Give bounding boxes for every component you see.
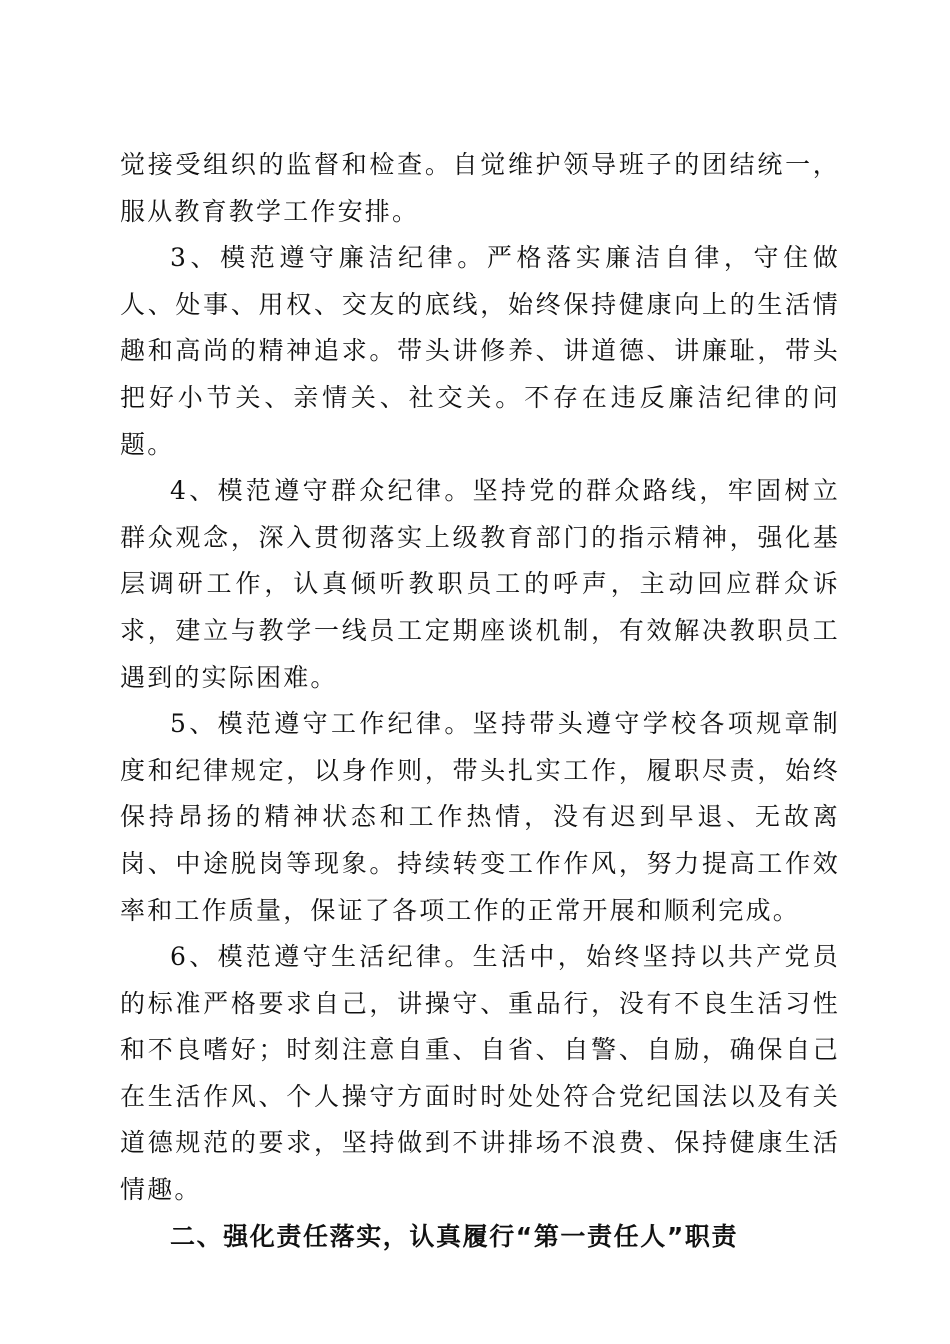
paragraph-item-3-integrity-discipline: 3、模范遵守廉洁纪律。严格落实廉洁自律，守住做人、处事、用权、交友的底线，始终保持健康向上的生活情趣和高尚的精神追求。带头讲修养、讲道德、讲廉耻，带头把好小节关、亲情关、社交关。不存在违反廉洁纪律的问题。: [120, 243, 840, 459]
paragraph-continuation: 觉接受组织的监督和检查。自觉维护领导班子的团结统一，服从教育教学工作安排。: [120, 150, 840, 226]
section-heading: 二、强化责任落实，认真履行“第一责任人”职责: [170, 1221, 739, 1251]
paragraph-item-6-life-discipline: 6、模范遵守生活纪律。生活中，始终坚持以共产党员的标准严格要求自己，讲操守、重品行，没有不良生活习性和不良嗜好；时刻注意自重、自省、自警、自励，确保自己在生活作风、个人操守方面时时处处符合党纪国法以及有关道德规范的要求，坚持做到不讲排场不浪费、保持健康生活情趣。: [120, 942, 840, 1205]
paragraph-item-5-work-discipline: 5、模范遵守工作纪律。坚持带头遵守学校各项规章制度和纪律规定，以身作则，带头扎实工作，履职尽责，始终保持昂扬的精神状态和工作热情，没有迟到早退、无故离岗、中途脱岗等现象。持续转变工作作风，努力提高工作效率和工作质量，保证了各项工作的正常开展和顺利完成。: [120, 709, 840, 925]
document-page: [120, 142, 840, 1260]
paragraph-item-4-mass-discipline: 4、模范遵守群众纪律。坚持党的群众路线，牢固树立群众观念，深入贯彻落实上级教育部门的指示精神，强化基层调研工作，认真倾听教职员工的呼声，主动回应群众诉求，建立与教学一线员工定期座谈机制，有效解决教职员工遇到的实际困难。: [120, 476, 840, 692]
